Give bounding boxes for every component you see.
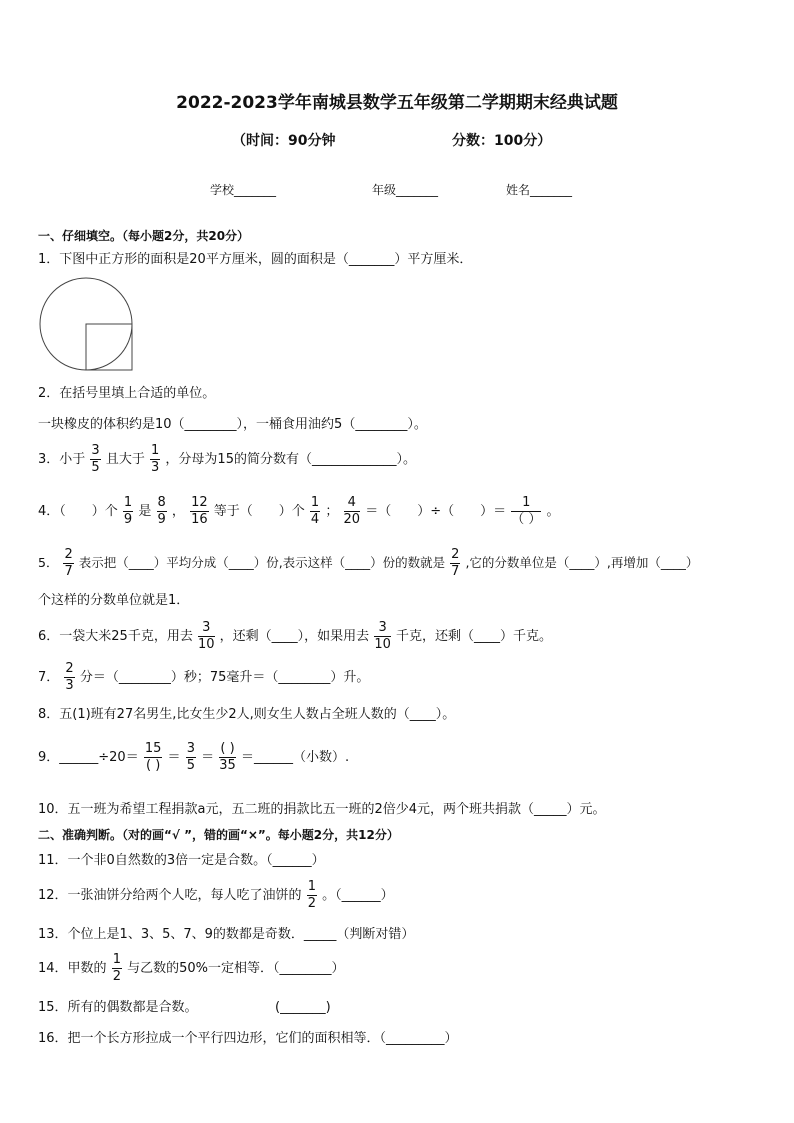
fraction-denominator: 16 [191, 512, 208, 527]
question-text: 表示把（____）平均分成（____）份,表示这样（____）份的数就是 [78, 555, 446, 570]
school-field: 学校_______ [210, 183, 277, 197]
fraction-numerator: 12 [191, 495, 208, 510]
question-text: ＝（ ）÷（ ）＝ [365, 504, 507, 519]
fraction-numerator: 3 [91, 443, 100, 458]
fraction-denominator: 20 [343, 512, 361, 527]
question-text: 6．一袋大米25千克，用去 [38, 629, 193, 644]
question-text: ，还剩（____），如果用去 [219, 629, 370, 644]
question-text: 是 [138, 504, 152, 519]
question-8: 8．五(1)班有27名男生,比女生少2人,则女生人数占全班人数的（____）。 [38, 707, 456, 722]
question-text: 14．甲数的 [38, 961, 107, 976]
question-text: 等于（ ）个 [213, 504, 305, 519]
fraction-numerator: ( ) [220, 741, 235, 756]
fraction [511, 495, 541, 528]
fraction [310, 495, 320, 528]
fraction-numerator: 3 [374, 620, 391, 637]
question-13: 13．个位上是1、3、5、7、9的数都是奇数．_____（判断对错） [38, 927, 415, 942]
fraction-numerator: 15 [144, 741, 162, 756]
question-5-line2: 个这样的分数单位就是1． [38, 593, 190, 608]
fraction-denominator: 35 [219, 758, 236, 773]
fraction [190, 495, 209, 528]
question-text: 5． [38, 555, 59, 570]
question-7 [38, 661, 369, 694]
question-text: 且大于 [105, 452, 145, 467]
question-14 [38, 952, 345, 985]
fraction-denominator: 5 [91, 460, 100, 475]
fraction [112, 952, 122, 985]
question-15: 15．所有的偶数都是合数。 [38, 1000, 198, 1015]
page-title: 2022-2023学年南城县数学五年级第二学期期末经典试题 [176, 93, 618, 113]
fraction-denominator: 10 [374, 637, 391, 652]
fraction [198, 620, 215, 653]
fraction [219, 741, 236, 774]
fraction-numerator: 4 [344, 495, 361, 512]
section1-heading: 一、仔细填空。（每小题2分，共20分） [38, 229, 250, 243]
fraction [123, 495, 133, 528]
fraction-numerator: 1 [310, 495, 320, 510]
fraction [63, 547, 73, 580]
question-1: 1．下图中正方形的面积是20平方厘米，圆的面积是（_______）平方厘米． [38, 252, 473, 267]
question-text: ,它的分数单位是（____）,再增加（____） [465, 555, 699, 570]
fraction-denominator: 2 [307, 896, 316, 911]
fraction-numerator: 8 [157, 495, 166, 510]
question-10: 10．五一班为希望工程捐款a元，五二班的捐款比五一班的2倍少4元，两个班共捐款（_____）元。 [38, 802, 606, 817]
question-text: 。 [546, 504, 560, 519]
section2-heading: 二、准确判断。（对的画“√ ”，错的画“×”。每小题2分，共12分） [38, 828, 399, 842]
question-5 [38, 547, 698, 580]
question-11: 11．一个非0自然数的3倍一定是合数。（______） [38, 853, 325, 868]
question-text: ， [171, 504, 185, 519]
question-text: 3．小于 [38, 452, 86, 467]
fraction-denominator: 7 [451, 564, 460, 579]
question-text: 9．______÷20＝ [38, 750, 139, 765]
question-12 [38, 879, 394, 912]
fraction-numerator: 3 [198, 620, 215, 637]
fraction [150, 443, 160, 476]
fraction-numerator: 1 [307, 879, 316, 894]
fraction-denominator: 3 [65, 678, 74, 693]
fraction-denominator: 4 [310, 512, 320, 527]
question-2: 2．在括号里填上合适的单位。 [38, 386, 216, 401]
fraction-numerator: 2 [65, 661, 74, 676]
fraction [344, 495, 361, 528]
fraction-denominator: 9 [157, 512, 166, 527]
exam-score: 分数：100分） [452, 133, 552, 149]
question-text: 分＝（________）秒；75毫升＝（________）升。 [79, 670, 370, 685]
grade-field: 年级_______ [372, 183, 439, 197]
fraction-denominator: 9 [123, 512, 133, 527]
question-16: 16．把一个长方形拉成一个平行四边形，它们的面积相等．（_________） [38, 1031, 458, 1046]
fraction [157, 495, 167, 528]
fraction-numerator: 3 [186, 741, 195, 756]
fraction [307, 879, 317, 912]
question-text: ； [325, 504, 339, 519]
question-text: ＝______（小数）. [240, 750, 350, 765]
fraction-denominator: 7 [64, 564, 73, 579]
name-field: 姓名_______ [506, 183, 573, 197]
question-text: ＝ [167, 750, 181, 765]
fraction-numerator: 2 [64, 547, 73, 562]
circle-square-figure [38, 276, 136, 374]
question-2-line: 一块橡皮的体积约是10（________），一桶食用油约5（________）。 [38, 417, 427, 432]
question-text: 4．（ ）个 [38, 504, 118, 519]
exam-time: （时间：90分钟 [232, 133, 336, 149]
question-text: ，分母为15的简分数有（_____________）。 [165, 452, 416, 467]
fraction-numerator: 1 [511, 495, 541, 512]
question-text: 12．一张油饼分给两个人吃，每人吃了油饼的 [38, 888, 302, 903]
fraction [144, 741, 163, 774]
question-text: 7． [38, 670, 60, 685]
fraction-numerator: 1 [112, 952, 121, 967]
fraction-denominator: （ ） [511, 512, 542, 527]
fraction-denominator: 10 [197, 637, 215, 652]
fraction-denominator: 5 [186, 758, 195, 773]
question-6 [38, 620, 552, 653]
fraction-numerator: 1 [151, 443, 160, 458]
question-3 [38, 443, 416, 476]
question-text: 与乙数的50%一定相等．（________） [127, 961, 345, 976]
question-text: 千克，还剩（____）千克。 [396, 629, 553, 644]
fraction-denominator: 2 [112, 969, 121, 984]
question-text: ＝ [201, 750, 215, 765]
fraction [186, 741, 196, 774]
fraction [90, 443, 100, 476]
fraction-numerator: 1 [123, 495, 133, 510]
fraction [450, 547, 460, 580]
fraction [64, 661, 74, 694]
fraction-denominator: 3 [151, 460, 160, 475]
question-text: 。（______） [322, 888, 394, 903]
fraction-numerator: 2 [451, 547, 460, 562]
question-4 [38, 495, 560, 528]
fraction [374, 620, 391, 653]
question-9 [38, 741, 349, 774]
question-15-answer: (_______) [275, 1000, 331, 1015]
fraction-denominator: ( ) [145, 758, 161, 773]
